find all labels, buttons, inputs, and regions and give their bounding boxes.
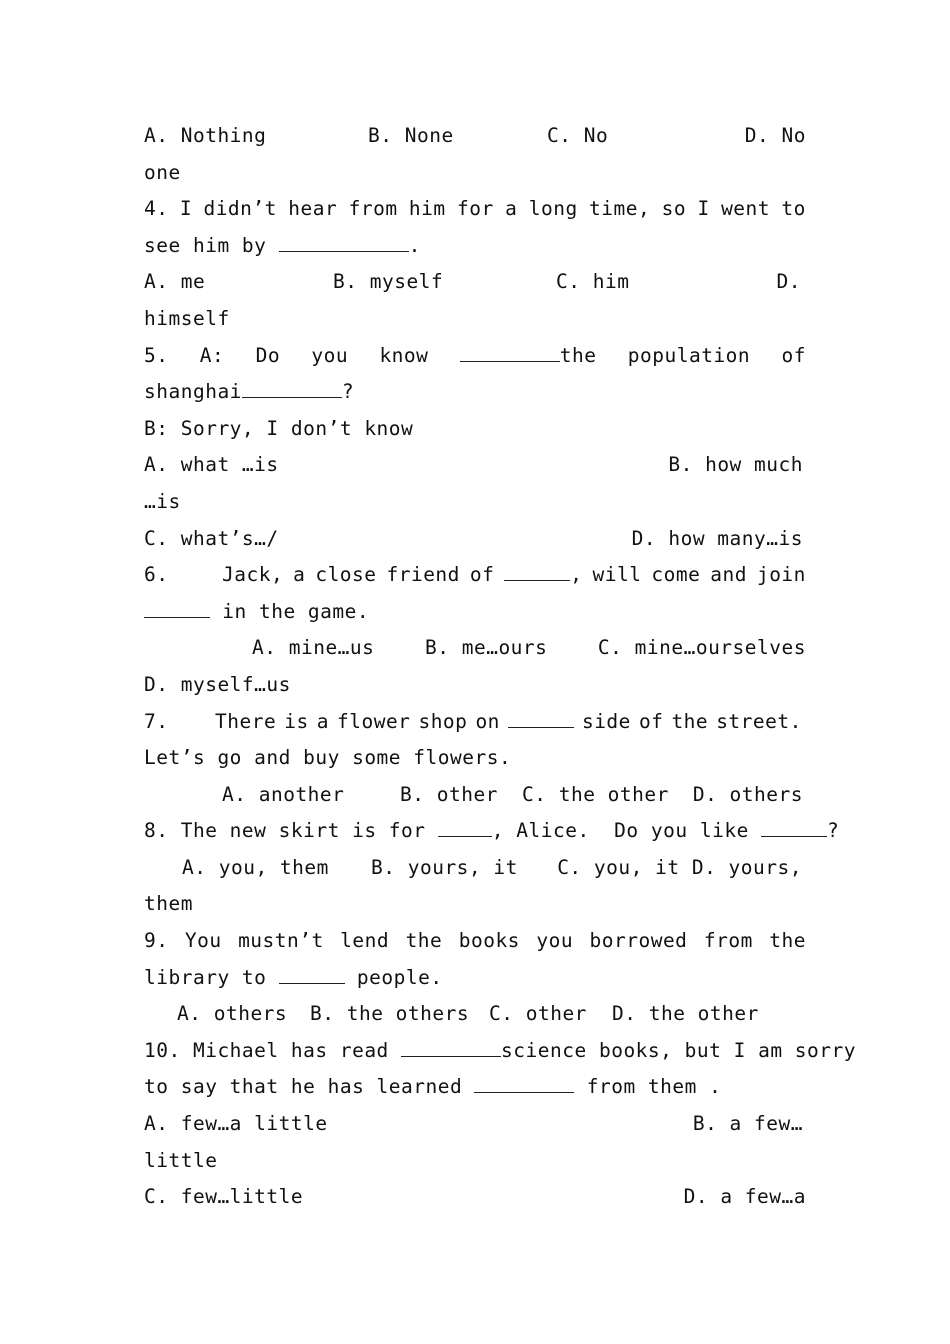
- q10-option-b-cont: little: [144, 1148, 218, 1172]
- q6-options: [144, 630, 806, 667]
- q6-option-c: C. mine…ourselves: [597, 636, 806, 660]
- word: and: [710, 563, 748, 587]
- q8-text-end: ?: [827, 819, 840, 843]
- q5-line2: [144, 374, 806, 411]
- q7-option-d: D. others: [692, 782, 803, 806]
- q5-line1: [144, 338, 806, 375]
- word: 5.: [144, 343, 169, 367]
- worksheet: [144, 118, 857, 1216]
- q9-options: [144, 996, 806, 1033]
- q6-text: in the game.: [210, 599, 370, 623]
- answer-blank: [508, 705, 574, 728]
- word: of: [638, 709, 664, 733]
- word: There: [215, 709, 277, 733]
- answer-blank: [279, 961, 345, 984]
- answer-blank: [144, 595, 210, 618]
- q4-options: [144, 264, 806, 301]
- word: you: [311, 343, 349, 367]
- q5-text: shanghai: [144, 380, 242, 404]
- word: I: [179, 197, 193, 221]
- q7-line1: [144, 704, 806, 741]
- word: 9.: [144, 929, 169, 953]
- word: the: [559, 343, 597, 367]
- word: went: [721, 197, 771, 221]
- q7-option-c: C. the other: [522, 782, 669, 806]
- q5-option-a: A. what …is: [144, 453, 279, 477]
- answer-blank: [279, 229, 409, 252]
- q4-line2: [144, 228, 806, 265]
- word: from: [348, 197, 398, 221]
- word: is: [284, 709, 309, 733]
- word: A:: [199, 343, 225, 367]
- word: population: [627, 343, 751, 367]
- q4-option-d: D.: [776, 270, 801, 294]
- q7-number: 7.: [144, 709, 169, 733]
- q8-option-a: A. you, them: [182, 855, 329, 879]
- q10-text: to say that he has learned: [144, 1075, 475, 1099]
- word: a: [316, 709, 329, 733]
- q10-option-a: A. few…a little: [144, 1112, 328, 1136]
- word: I: [697, 197, 710, 221]
- q4-option-b: B. myself: [333, 270, 444, 294]
- q3-option-d: D. No: [744, 124, 806, 147]
- word: lend: [340, 929, 390, 953]
- word: mustn’t: [238, 929, 324, 953]
- q4-option-c: C. him: [556, 270, 630, 294]
- q10-text-end: science books, but I am sorry: [501, 1038, 857, 1062]
- q7-option-a: A. another: [222, 782, 345, 806]
- q9-line1: [144, 923, 806, 960]
- q7-text: [215, 704, 802, 741]
- q8-text: 8. The new skirt is for: [144, 819, 438, 843]
- word: him: [408, 197, 446, 221]
- word: you: [536, 929, 574, 953]
- answer-blank: [761, 814, 827, 837]
- blank-word: [460, 338, 597, 375]
- word: the: [671, 709, 709, 733]
- q3-options: [144, 118, 806, 155]
- q6-option-a: A. mine…us: [252, 636, 375, 660]
- word: time,: [589, 197, 651, 221]
- word: street.: [716, 709, 802, 733]
- q8-text-mid: , Alice. Do you like: [491, 819, 762, 843]
- q8-option-d-cont: them: [144, 892, 193, 916]
- q4-line1: [144, 191, 806, 228]
- q10-option-b: B. a few…: [692, 1112, 803, 1136]
- q3-option-a: A. Nothing: [144, 124, 267, 147]
- word: You: [184, 929, 222, 953]
- word: 4.: [144, 197, 169, 221]
- word: Do: [255, 343, 281, 367]
- q10-line2: [144, 1069, 806, 1106]
- word: didn’t: [203, 197, 277, 221]
- q7-line2: Let’s go and buy some flowers.: [144, 746, 512, 770]
- q6-line1: [144, 557, 806, 594]
- word: of: [781, 343, 806, 367]
- q8-option-b: B. yours, it: [371, 855, 518, 879]
- answer-blank: [401, 1034, 501, 1057]
- q9-option-d: D. the other: [612, 1002, 759, 1026]
- word: the: [405, 929, 443, 953]
- q5-option-d: D. how many…is: [631, 526, 803, 550]
- word: borrowed: [589, 929, 688, 953]
- blank-word: [508, 704, 574, 741]
- word: know: [379, 343, 429, 367]
- q3-option-b: B. None: [368, 124, 454, 147]
- word: Jack,: [222, 563, 284, 587]
- q7-option-b: B. other: [400, 782, 498, 806]
- answer-blank: [504, 558, 570, 581]
- q10-line1: [144, 1033, 857, 1070]
- q4-option-d-cont: himself: [144, 306, 230, 330]
- q8-line1: [144, 813, 840, 850]
- word: from: [703, 929, 753, 953]
- q4-text: see him by: [144, 233, 279, 257]
- q4-text-end: .: [408, 233, 421, 257]
- q10-text: 10. Michael has read: [144, 1038, 402, 1062]
- q10-options-ab: [144, 1106, 806, 1143]
- q10-text-end: from them .: [574, 1075, 722, 1099]
- word: for: [457, 197, 494, 221]
- word: a: [505, 197, 518, 221]
- word: the: [769, 929, 806, 953]
- word: to: [781, 197, 806, 221]
- q5-option-c: C. what’s…/: [144, 526, 279, 550]
- answer-blank: [460, 339, 560, 362]
- q9-line2: [144, 960, 806, 997]
- q6-line2: [144, 594, 806, 631]
- word: long: [528, 197, 578, 221]
- word: friend: [386, 563, 460, 587]
- word: on: [475, 709, 500, 733]
- q3-option-d-cont: one: [144, 160, 181, 184]
- q6-option-d: D. myself…us: [144, 672, 291, 696]
- word: shop: [418, 709, 468, 733]
- q4-option-a: A. me: [144, 270, 206, 294]
- answer-blank: [438, 814, 492, 837]
- q9-text-end: people.: [344, 965, 443, 989]
- q10-option-c: C. few…little: [144, 1185, 304, 1209]
- word: of: [469, 563, 495, 587]
- q7-options: [144, 777, 806, 814]
- q5-options-ab: [144, 447, 806, 484]
- word: close: [315, 563, 377, 587]
- word: hear: [288, 197, 338, 221]
- q10-options-cd: [144, 1179, 806, 1216]
- word: so: [661, 197, 687, 221]
- q5-reply: B: Sorry, I don’t know: [144, 416, 414, 440]
- q9-option-a: A. others: [177, 1002, 288, 1026]
- word: books: [458, 929, 520, 953]
- q6-text: [222, 557, 806, 594]
- word: side: [581, 709, 631, 733]
- q3-option-c: C. No: [547, 124, 609, 147]
- word: come: [651, 563, 701, 587]
- answer-blank: [242, 375, 342, 398]
- word: will: [592, 563, 642, 587]
- word: join: [756, 563, 806, 587]
- word: a: [293, 563, 306, 587]
- q9-option-c: C. other: [489, 1002, 587, 1026]
- q6-number: 6.: [144, 563, 169, 587]
- q6-option-b: B. me…ours: [425, 636, 548, 660]
- q5-option-b-cont: …is: [144, 489, 181, 513]
- q10-option-d: D. a few…a: [683, 1185, 806, 1209]
- blank-word: ,: [504, 557, 582, 594]
- q8-options: [144, 850, 806, 887]
- q9-option-b: B. the others: [310, 1002, 470, 1026]
- answer-blank: [474, 1070, 574, 1093]
- q8-option-cd: C. you, it D. yours,: [557, 855, 802, 879]
- q9-text: library to: [144, 965, 279, 989]
- word: flower: [336, 709, 411, 733]
- q5-option-b: B. how much: [668, 453, 803, 477]
- q5-options-cd: [144, 521, 806, 558]
- q5-text-end: ?: [341, 380, 355, 404]
